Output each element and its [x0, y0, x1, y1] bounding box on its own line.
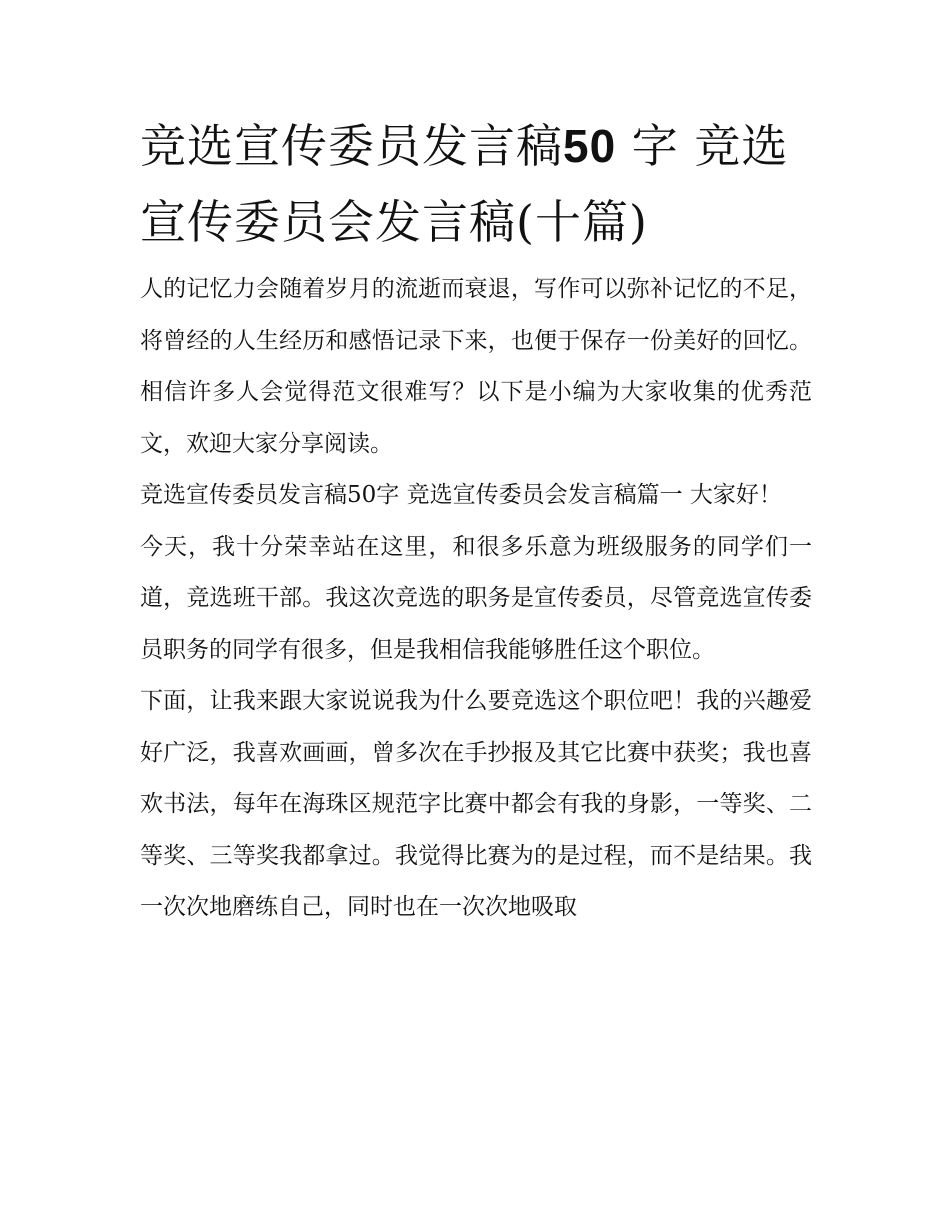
document-title: [140, 108, 812, 260]
paragraph-today: 今天，我十分荣幸站在这里，和很多乐意为班级服务的同学们一道，竞选班干部。我这次竞选的职务是宣传委员，尽管竞选宣传委员职务的同学有很多，但是我相信我能够胜任这个职位。: [140, 533, 812, 663]
paragraph-interests: 下面，让我来跟大家说说我为什么要竞选这个职位吧！我的兴趣爱好广泛，我喜欢画画，曾多次在手抄报及其它比赛中获奖；我也喜欢书法，每年在海珠区规范字比赛中都会有我的身影，一等奖、二等奖、三等奖我都拿过。我觉得比赛为的是过程，而不是结果。我一次次地磨练自己，同时也在一次次地吸取: [140, 688, 812, 920]
document-page: [140, 108, 812, 934]
title-number: 50: [563, 120, 617, 172]
title-part-2: 字 竞选宣传委员会发言稿(十篇): [140, 119, 789, 249]
paragraph-intro: 人的记忆力会随着岁月的流逝而衰退，写作可以弥补记忆的不足，将曾经的人生经历和感悟记录下来，也便于保存一份美好的回忆。相信许多人会觉得范文很难写？以下是小编为大家收集的优秀范文，欢迎大家分享阅读。: [140, 276, 812, 457]
paragraph-heading-greeting: 竞选宣传委员发言稿50字 竞选宣传委员会发言稿篇一 大家好！: [140, 482, 782, 508]
title-part-1: 竞选宣传委员发言稿: [140, 119, 563, 173]
document-body: [140, 264, 812, 934]
